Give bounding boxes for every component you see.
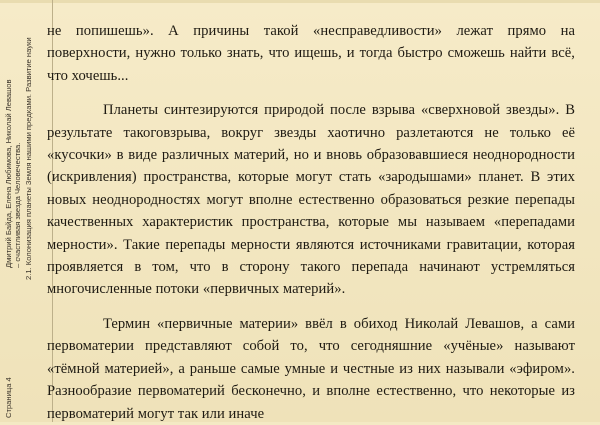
paragraph: Планеты синтезируются природой после взрыва «сверхновой звезды». В результате такоговзрыва, вокруг звезды хаотично разлетаются не только её «кусочки» в виде различных материй, но и вновь образовавшиеся неоднородности (искривления) пространства, которые могут стать «зародышами» планет. В этих новых неоднородностях могут вполне естественно образоваться резкие перепады качественных характеристик пространства, которые мы называем «перепадами мерности». Такие перепады мерности являются источниками гравитации, которая проявляется в том, что в сторону такого перепада начинают устремляться многочисленные потоки «первичных материй». [47, 102, 575, 298]
sidebar-authors: Дмитрий Байда, Елена Любимова, Николай Левашов [4, 79, 13, 268]
body-text [47, 20, 575, 425]
sidebar [0, 0, 52, 422]
sidebar-chapter: 2.1. Колонизация планеты Земля нашими предками. Развитие науки [24, 37, 33, 280]
page-number: Страница 4 [4, 377, 13, 418]
paragraph: Термин «первичные материи» ввёл в обиход Николай Левашов, а сами первоматерии представляют собой то, что сегодняшние «учёные» называют «тёмной материей», а раньше самые умные и честные из них называли «эфиром». Разнообразие первоматерий бесконечно, и вполне естественно, что некоторые из первоматерий могут так или иначе [47, 315, 575, 422]
sidebar-book-title: – счастливая звезда Человечества. [13, 142, 22, 268]
paragraph: не попишешь». А причины такой «несправедливости» лежат прямо на поверхности, нужно только знать, что ищешь, и тогда быстро сможешь найти всё, что хочешь... [47, 23, 575, 84]
page-top-edge [0, 0, 600, 3]
